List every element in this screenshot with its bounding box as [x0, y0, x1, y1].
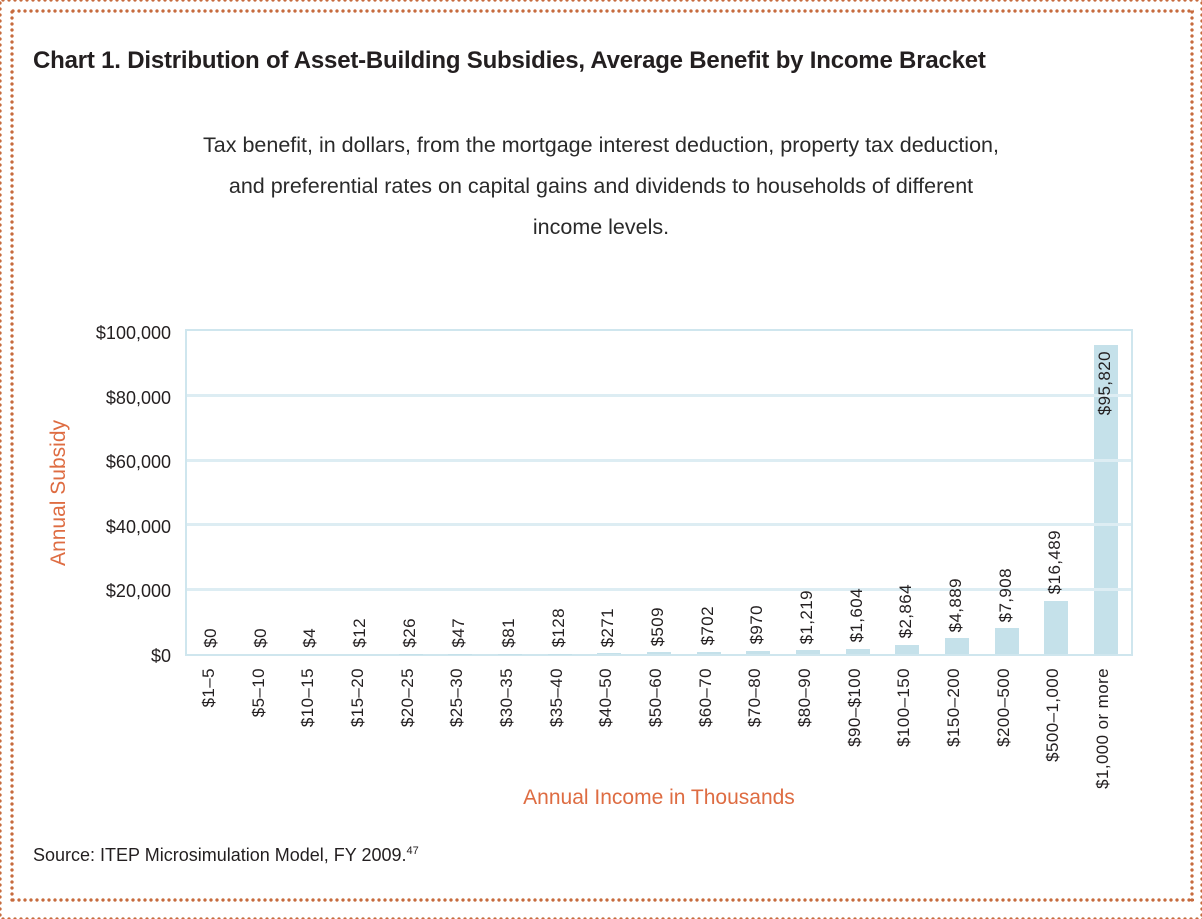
bar [1044, 601, 1068, 654]
bar-value-label: $271 [598, 607, 618, 648]
x-category-label: $10–15 [298, 668, 318, 728]
bar-value-label: $12 [349, 618, 369, 648]
bar [945, 638, 969, 654]
dotted-border-top [10, 9, 1194, 13]
y-tick-label: $80,000 [105, 387, 171, 408]
x-category-label: $15–20 [347, 668, 367, 728]
bar [697, 652, 721, 654]
bar-value-label: $16,489 [1045, 530, 1065, 595]
x-category-label: $5–10 [248, 668, 268, 718]
x-category-label: $35–40 [546, 668, 566, 728]
bar-value-label: $7,908 [995, 568, 1015, 623]
plot-wrap [95, 323, 1133, 789]
x-category-label: $500–1,000 [1043, 668, 1063, 762]
gridline-40000 [187, 523, 1131, 526]
x-category-label: $200–500 [993, 668, 1013, 747]
bar-value-label: $47 [449, 618, 469, 648]
source-text: Source: ITEP Microsimulation Model, FY 2009. [33, 845, 407, 865]
bar [796, 650, 820, 654]
x-category-label: $80–90 [795, 668, 815, 728]
gridline-60000 [187, 459, 1131, 462]
source-note [33, 845, 419, 866]
bar-value-label: $26 [399, 618, 419, 648]
y-tick-label: $20,000 [105, 581, 171, 602]
x-category-label: $20–25 [397, 668, 417, 728]
bar-value-label: $0 [250, 628, 270, 648]
bar-value-label: $4 [300, 628, 320, 648]
x-category-label: $30–35 [496, 668, 516, 728]
bar [895, 645, 919, 654]
y-axis-ticks [51, 323, 171, 666]
dotted-border-bottom [10, 898, 1194, 902]
x-category-label: $150–200 [944, 668, 964, 747]
y-tick-label: $60,000 [105, 452, 171, 473]
x-category-label: $1–5 [198, 668, 218, 708]
bar-value-label: $81 [498, 618, 518, 648]
x-axis-labels [185, 656, 1133, 806]
y-axis-title: Annual Subsidy [47, 419, 70, 566]
bar-value-label: $1,604 [846, 588, 866, 643]
bar-value-label: $1,219 [797, 589, 817, 645]
x-category-label: $90–$100 [844, 668, 864, 747]
bar-value-label: $128 [548, 608, 568, 648]
y-tick-label: $100,000 [95, 323, 171, 343]
x-category-label: $100–150 [894, 668, 914, 747]
x-category-label: $70–80 [745, 668, 765, 728]
source-footnote: 47 [406, 845, 419, 857]
bar [597, 653, 621, 654]
x-category-label: $25–30 [447, 668, 467, 728]
gridline-20000 [187, 588, 1131, 591]
x-axis-title: Annual Income in Thousands [523, 786, 795, 809]
bar [846, 649, 870, 654]
chart-title: Chart 1. Distribution of Asset-Building Subsidies, Average Benefit by Income Bracket [33, 47, 986, 74]
bar-value-label: $95,820 [1095, 350, 1115, 415]
x-category-label: $50–60 [646, 668, 665, 728]
bar [995, 628, 1019, 654]
bar-value-label: $970 [747, 605, 767, 645]
bar-value-label: $2,864 [896, 584, 916, 639]
plot-area [185, 329, 1133, 656]
x-category-label: $1,000 or more [1093, 668, 1113, 789]
x-category-label: $60–70 [695, 668, 715, 728]
bar-value-label: $4,889 [946, 577, 966, 633]
bar-value-label: $509 [648, 606, 667, 647]
chart-subtitle [0, 125, 1202, 248]
y-tick-label: $0 [150, 646, 171, 666]
subtitle-line-1: Tax benefit, in dollars, from the mortgage interest deduction, property tax deduction, [203, 133, 999, 157]
y-tick-label: $40,000 [105, 516, 171, 537]
bar-value-label: $0 [200, 628, 220, 648]
subtitle-line-2: and preferential rates on capital gains and dividends to households of different [228, 174, 974, 198]
bar-value-label: $702 [697, 606, 717, 646]
x-category-label: $40–50 [596, 668, 616, 728]
bar [746, 651, 770, 654]
gridline-80000 [187, 394, 1131, 397]
bar [647, 652, 671, 654]
edge-dots-top [0, 0, 1202, 2]
subtitle-line-3: income levels. [532, 215, 670, 239]
